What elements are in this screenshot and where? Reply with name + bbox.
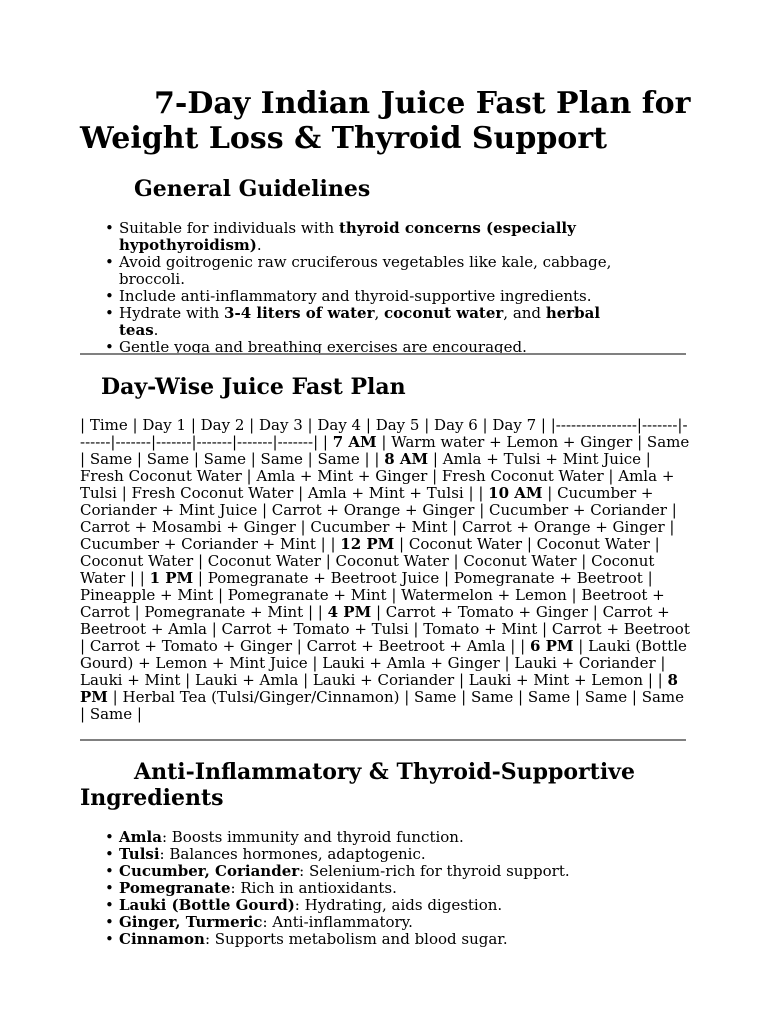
table-separator-row: |----------------|-------|-------|-------|-------|-------|-------|-------| bbox=[80, 416, 688, 451]
table-row-cells: Amla + Tulsi + Mint Juice | Fresh Coconut Water | Amla + Mint + Ginger | Fresh Coconut Water | Amla + Tulsi | Fresh Coconut Water | Amla + Mint + Tulsi | bbox=[80, 450, 675, 502]
ingredient-name: Cinnamon bbox=[119, 930, 205, 948]
guideline-emphasis: thyroid concerns (especially hypothyroidism) bbox=[119, 219, 576, 254]
section-divider bbox=[80, 739, 686, 741]
guideline-item bbox=[80, 288, 640, 305]
ingredient-name: Cucumber, Coriander bbox=[119, 862, 300, 880]
guideline-emphasis: herbal teas bbox=[119, 304, 601, 339]
table-row-cells: Coconut Water | Coconut Water | Coconut Water | Coconut Water | Coconut Water | Coconut Water | Coconut Water | bbox=[80, 535, 660, 587]
guideline-item bbox=[80, 254, 640, 288]
table-row-cells: Herbal Tea (Tulsi/Ginger/Cinnamon) | Same | Same | Same | Same | Same | Same | bbox=[80, 688, 685, 723]
ingredient-description: : Balances hormones, adaptogenic. bbox=[159, 845, 426, 863]
ingredient-name: Ginger, Turmeric bbox=[119, 913, 263, 931]
guidelines-list bbox=[80, 220, 640, 356]
guideline-item bbox=[80, 305, 640, 339]
ingredient-description: : Rich in antioxidants. bbox=[230, 879, 397, 897]
table-row-cells: Pomegranate + Beetroot Juice | Pomegranate + Beetroot | Pineapple + Mint | Pomegranate + Mint | Watermelon + Lemon | Beetroot + Carrot | Pomegranate + Mint | bbox=[80, 569, 665, 621]
table-row-time: 1 PM bbox=[149, 569, 194, 587]
ingredient-description: : Boosts immunity and thyroid function. bbox=[161, 828, 464, 846]
ingredient-item bbox=[80, 863, 640, 880]
guideline-text: Gentle yoga and breathing exercises are encouraged. bbox=[119, 338, 527, 356]
ingredient-item bbox=[80, 829, 640, 846]
ingredient-name: Lauki (Bottle Gourd) bbox=[119, 896, 295, 914]
table-row-time: 8 AM bbox=[384, 450, 429, 468]
guideline-text: Avoid goitrogenic raw cruciferous vegetables like kale, cabbage, broccoli. bbox=[119, 253, 612, 288]
ingredient-name: Pomegranate bbox=[119, 879, 231, 897]
table-row-cells: Carrot + Tomato + Ginger | Carrot + Beetroot + Amla | Carrot + Tomato + Tulsi | Tomato + Mint | Carrot + Beetroot | Carrot + Tomato + Ginger | Carrot + Beetroot + Amla | bbox=[80, 603, 690, 655]
guideline-text: Include anti-inflammatory and thyroid-supportive ingredients. bbox=[119, 287, 592, 305]
table-row-time: 12 PM bbox=[340, 535, 395, 553]
ingredient-item bbox=[80, 897, 640, 914]
table-row-time: 10 AM bbox=[488, 484, 543, 502]
ingredient-item bbox=[80, 914, 640, 931]
table-row-time: 4 PM bbox=[327, 603, 372, 621]
ingredient-description: : Hydrating, aids digestion. bbox=[294, 896, 503, 914]
ingredient-name: Tulsi bbox=[119, 845, 160, 863]
section-heading-day-wise-plan: Day-Wise Juice Fast Plan bbox=[101, 374, 406, 400]
table-row-cells: Cucumber + Coriander + Mint Juice | Carrot + Orange + Ginger | Cucumber + Coriander | Carrot + Mosambi + Ginger | Cucumber + Mint | Carrot + Orange + Ginger | Cucumber + Coriander + Mint | bbox=[80, 484, 677, 553]
table-row-time: 6 PM bbox=[529, 637, 574, 655]
guideline-emphasis: coconut water bbox=[384, 304, 504, 322]
table-row-time: 7 AM bbox=[332, 433, 377, 451]
ingredient-item bbox=[80, 846, 640, 863]
table-row-cells: Lauki (Bottle Gourd) + Lemon + Mint Juice | Lauki + Amla + Ginger | Lauki + Coriander | Lauki + Mint | Lauki + Amla | Lauki + Coriander | Lauki + Mint + Lemon | bbox=[80, 637, 687, 689]
section-heading-guidelines: General Guidelines bbox=[134, 176, 371, 202]
guideline-text: Hydrate with bbox=[119, 304, 225, 322]
guideline-item bbox=[80, 220, 640, 254]
juice-plan-table-text: | Time | Day 1 | Day 2 | Day 3 | Day 4 | Day 5 | Day 6 | Day 7 | |----------------|-------|-------|-------|-------|-------|-------|-------| | 7 AM | Warm water + Lemon + Ginger | Same | Same | Same | Same | Same | Same | | 8 AM | Amla + Tulsi + Mint Juice | Fresh Coconut Water | Amla + Mint + Ginger | Fresh Coconut Water | Amla + Tulsi | Fresh Coconut Water | Amla + Mint + Tulsi | | 10 AM | Cucumber + Coriander + Mint Juice | Carrot + Orange + Ginger | Cucumber + Coriander | Carrot + Mosambi + Ginger | Cucumber + Mint | Carrot + Orange + Ginger | Cucumber + Coriander + Mint | | 12 PM | Coconut Water | Coconut Water | Coconut Water | Coconut Water | Coconut Water | Coconut Water | Coconut Water | | 1 PM | Pomegranate + Beetroot Juice | Pomegranate + Beetroot | Pineapple + Mint | Pomegranate + Mint | Watermelon + Lemon | Beetroot + Carrot | Pomegranate + Mint | | 4 PM | Carrot + Tomato + Ginger | Carrot + Beetroot + Amla | Carrot + Tomato + Tulsi | Tomato + Mint | Carrot + Beetroot | Carrot + Tomato + Ginger | Carrot + Beetroot + Amla | | 6 PM | Lauki (Bottle Gourd) + Lemon + Mint Juice | Lauki + Amla + Ginger | Lauki + Coriander | Lauki + Mint | Lauki + Amla | Lauki + Coriander | Lauki + Mint + Lemon | | 8 PM | Herbal Tea (Tulsi/Ginger/Cinnamon) | Same | Same | Same | Same | Same | Same | bbox=[80, 416, 690, 723]
guideline-text: , and bbox=[503, 304, 546, 322]
ingredient-item bbox=[80, 931, 640, 948]
guideline-text: , bbox=[374, 304, 385, 322]
section-heading-ingredients: Anti-Inflammatory & Thyroid-Supportive Ingredients bbox=[80, 759, 635, 811]
ingredient-description: : Supports metabolism and blood sugar. bbox=[204, 930, 508, 948]
guideline-text: Suitable for individuals with bbox=[119, 219, 339, 237]
table-header-row: | Time | Day 1 | Day 2 | Day 3 | Day 4 | Day 5 | Day 6 | Day 7 | bbox=[80, 416, 546, 434]
table-row-time: 8 PM bbox=[80, 671, 678, 706]
guideline-text: . bbox=[153, 321, 159, 339]
guideline-emphasis: 3-4 liters of water bbox=[224, 304, 375, 322]
ingredient-name: Amla bbox=[119, 828, 162, 846]
ingredient-item bbox=[80, 880, 640, 897]
table-row-cells: Warm water + Lemon + Ginger | Same | Same | Same | Same | Same | Same | bbox=[80, 433, 690, 468]
page-title: 7-Day Indian Juice Fast Plan for Weight Loss & Thyroid Support bbox=[80, 86, 691, 156]
guideline-text: . bbox=[256, 236, 262, 254]
ingredient-description: : Anti-inflammatory. bbox=[262, 913, 413, 931]
ingredients-list bbox=[80, 829, 640, 948]
ingredient-description: : Selenium-rich for thyroid support. bbox=[299, 862, 570, 880]
section-divider bbox=[80, 353, 686, 355]
